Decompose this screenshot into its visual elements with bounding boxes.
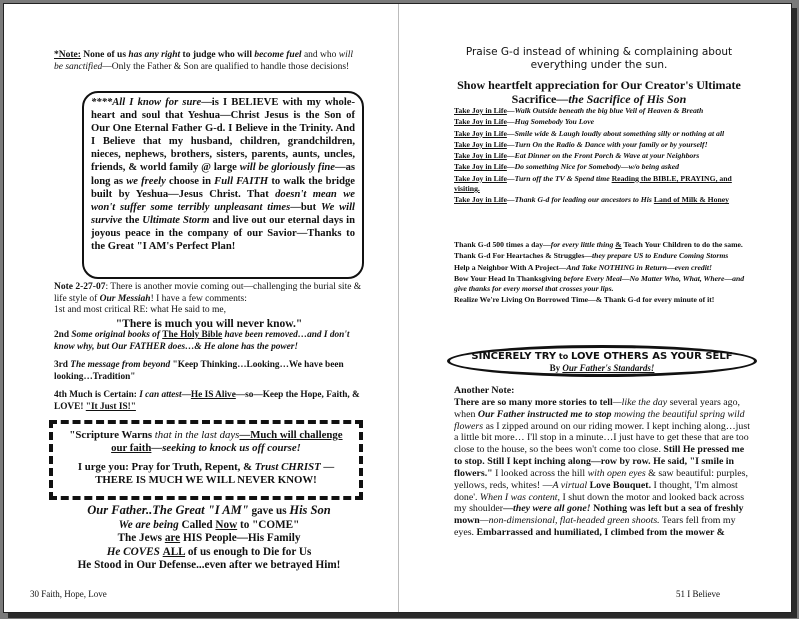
list-item: Take Joy in Life—Hug Somebody You Love [454, 117, 595, 127]
list-item: Take Joy in Life—Eat Dinner on the Front Porch & Wave at your Neighbors [454, 151, 700, 161]
list-item: Realize We're Living On Borrowed Time—& Thank G-d for every minute of it! [454, 295, 715, 305]
another-note-title: Another Note: [454, 385, 515, 396]
take-joy-list [454, 106, 752, 207]
item-3rd: 3rd The message from beyond "Keep Thinking…Looking…We have been looking…Tradition" [54, 360, 344, 382]
list-item: Take Joy in Life—Walk Outside beneath the big blue Veil of Heaven & Breath [454, 106, 704, 115]
list-item: Take Joy in Life—Turn On the Radio & Dance with your family or by yourself! [454, 139, 708, 149]
center-quote: "There is much you will never know." [115, 317, 303, 330]
closing-lines: Our Father..The Great "I AM" gave us His Son We are being Called Now to "COME" The Jews are HIS People—His Family He COVES ALL of us enough to Die for Us He Stood in Our Defense...even after we betrayed Him! [77, 503, 341, 572]
page-shadow-bottom [8, 613, 797, 618]
list-item: Bow Your Head In Thanksgiving before Every Meal—No Matter Who, What, Where—and give thanks for every morsel that crosses your lips. [454, 273, 745, 294]
thanks-list [454, 240, 752, 307]
list-item: Take Joy in Life—Smile wide & Laugh loudly about something silly or nothing at all [454, 128, 725, 138]
list-item: Thank G-d For Heartaches & Struggles—they prepare US to Endure Coming Storms [454, 251, 729, 261]
page-footer-right: 51 I Believe [676, 589, 720, 599]
another-note: Another Note: There are so many more stories to tell—like the day several years ago, when Our Father instructed me to stop mowing the beautiful spring wild flowers as I zipped around on our riding mower. I kept inching along…just a little bit more… I'll stop in a minute…I just have to get these that are too close to the house, so the bees won't come too close. Still He pressed me to stop. Still I kept inching along—row by row. He said, "I smile in flowers." I looked across the hill with open eyes & saw beautiful: purples, yellows, reds, whites! —A virtual Love Bouquet. I thought, 'I'm almost done'. When I was content, I shut down the motor and looked back across my shoulder—they were all gone! Nothing was left but a sea of freshly mown—non-dimensional, flat-headed green shoots. Tears fell from my eyes. Embarrassed and humiliated, I climbed from the mower & [454, 385, 754, 539]
note-2-27-07: Note 2-27-07: There is another movie coming out—challenging the burial site & life style of Our Messiah! I have a few comments: 1st and most critical RE: what He said to me, "There is much you will never know." [54, 282, 364, 334]
belief-quote-box: ****All I know for sure—is I BELIEVE with my whole-heart and soul that Yeshua—Christ Jesus is the Son of Our One Eternal Father G-d. I Believe in the Trinity. And I Believe that my husband, children, grandchildren, nieces, nephews, brothers, sisters, parents, aunts, uncles, friends, & world family @ large will be gloriously fine—as long as we freely choose in Full FAITH to walk the bridge built by Yeshua—Jesus Christ. That doesn't mean we won't suffer some terribly unpleasant times—but We will survive the Ultimate Storm and live out our eternal days in joyous peace in the company of our Savior—Thanks to the Great "I AM's Perfect Plan! [82, 91, 364, 279]
book-spread [3, 3, 792, 613]
note-top: *Note: None of us has any right to judge who will become fuel and who will be sanctified—Only the Father & Son are qualified to handle those decisions! [54, 50, 354, 72]
item-4th: 4th Much is Certain: I can attest—He IS Alive—so—Keep the Hope, Faith, & LOVE! "It Just IS!" [54, 390, 360, 412]
list-item: Take Joy in Life—Do something Nice for Somebody—w/o being asked [454, 162, 680, 172]
praise-heading: Praise G-d instead of whining & complaining about everything under the sun. [465, 46, 733, 71]
right-page [399, 4, 791, 612]
love-others-oval: SINCERELY TRY to LOVE OTHERS AS YOUR SELF By Our Father's Standards! [447, 345, 757, 377]
scripture-warning-line1: "Scripture Warns that in the last days—Much will challenge our faith—seeking to knock us off course! [69, 429, 343, 454]
scripture-warning-line2: I urge you: Pray for Truth, Repent, & Trust CHRIST — THERE IS MUCH WE WILL NEVER KNOW! [77, 461, 335, 486]
left-page [4, 4, 398, 612]
scripture-warning-box [49, 420, 363, 500]
list-item: Take Joy in Life—Thank G-d for leading our ancestors to His Land of Milk & Honey [454, 195, 730, 205]
appreciation-subheading: Show heartfelt appreciation for Our Creator's Ultimate Sacrifice—the Sacrifice of His Son [457, 78, 741, 106]
item-2nd: 2nd Some original books of The Holy Bible have been removed…and I don't know why, but Our FATHER does…& He alone has the power! [54, 330, 350, 352]
page-footer-left: 30 Faith, Hope, Love [30, 589, 107, 599]
page-shadow-right [792, 8, 797, 616]
list-item: Help a Neighbor With A Project—And Take NOTHING in Return—even credit! [454, 262, 712, 272]
list-item: Thank G-d 500 times a day—for every little thing & Teach Your Children to do the same. [454, 240, 743, 249]
list-item: Take Joy in Life—Turn off the TV & Spend time Reading the BIBLE, PRAYING, and visiting. [454, 173, 732, 194]
